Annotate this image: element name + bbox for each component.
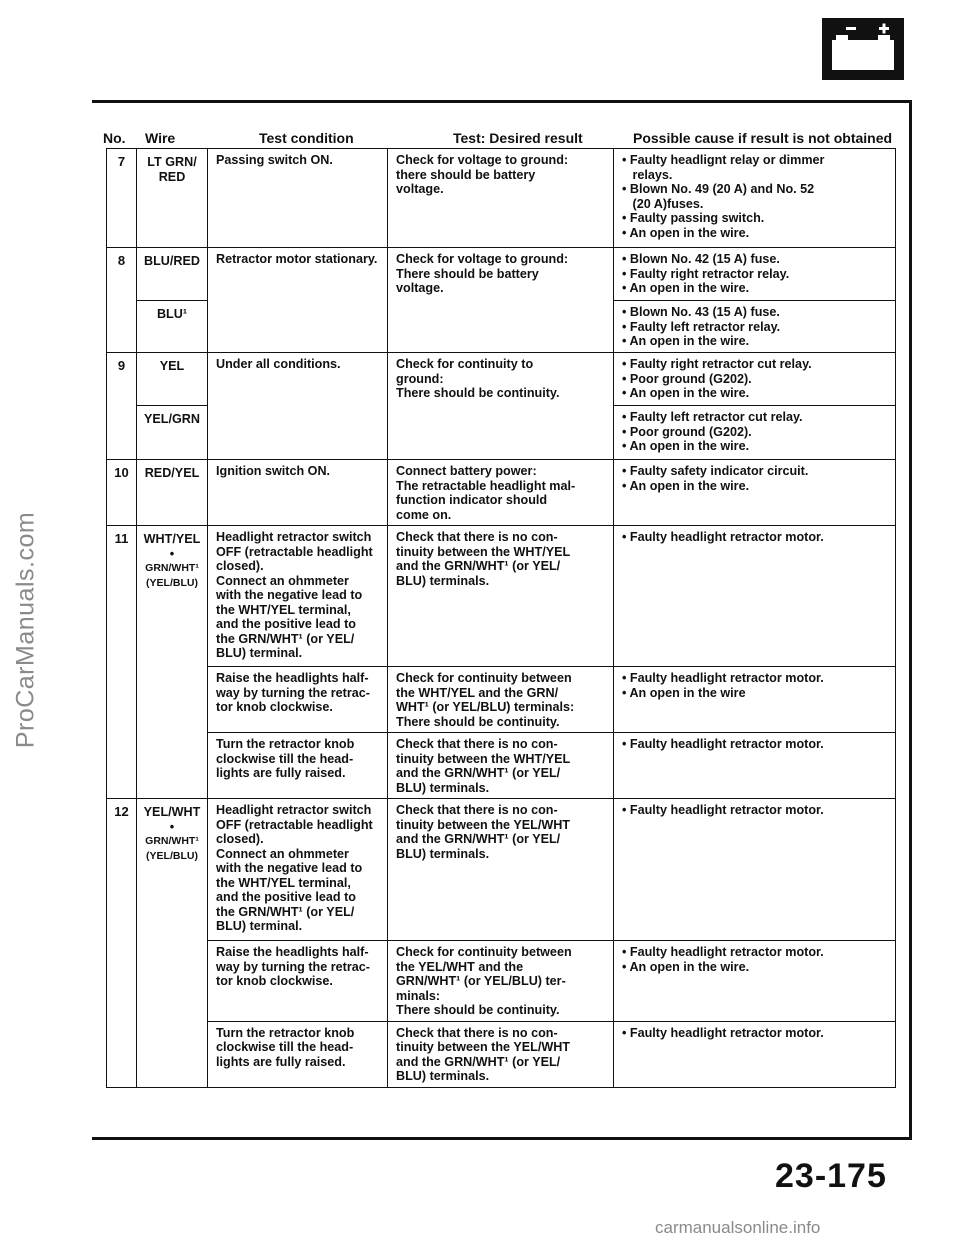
test-condition: [208, 1021, 388, 1087]
page-number: 23-175: [775, 1157, 887, 1195]
header-wire: Wire: [145, 130, 176, 146]
desired-result: [388, 149, 614, 248]
test-condition-text: Retractor motor stationary.: [216, 252, 378, 266]
test-condition-text: Raise the headlights half- way by turning the retrac- tor knob clockwise.: [216, 945, 370, 988]
wire-color: [137, 353, 208, 406]
header-no: No.: [103, 130, 126, 146]
table-row: [107, 526, 896, 667]
table-row: [107, 733, 896, 799]
frame-top-rule: [92, 100, 912, 103]
test-condition-text: Headlight retractor switch OFF (retractable headlight closed). Connect an ohmmeter with the negative lead to the WHT/YEL terminal, and the positive lead to the GRN/WHT¹ (or YEL/ BLU) terminal.: [216, 530, 373, 660]
header-test-condition: Test condition: [259, 130, 354, 146]
test-condition: [208, 941, 388, 1022]
watermark-side-text: ProCarManuals.com: [11, 511, 40, 749]
wire-separator: •: [169, 819, 175, 834]
row-number-text: 11: [114, 531, 129, 546]
watermark-bottom: carmanualsonline.info: [655, 1218, 821, 1237]
row-number: [107, 526, 137, 799]
test-table: [106, 148, 896, 1088]
desired-result: [388, 733, 614, 799]
wire-main: WHT/YEL: [143, 532, 201, 546]
row-number-text: 12: [114, 804, 129, 819]
table-row: [107, 460, 896, 526]
column-headers: [100, 130, 906, 150]
test-condition-text: Headlight retractor switch OFF (retractable headlight closed). Connect an ohmmeter with the negative lead to the WHT/YEL terminal, and the positive lead to the GRN/WHT¹ (or YEL/ BLU) terminal.: [216, 803, 373, 933]
wire-color-text: YEL/GRN: [144, 412, 200, 426]
possible-causes: [614, 406, 896, 460]
table-row: [107, 799, 896, 941]
desired-result: [388, 1021, 614, 1087]
desired-result: [388, 248, 614, 353]
watermark-side: [6, 420, 46, 840]
row-number: [107, 353, 137, 460]
row-number: [107, 799, 137, 1088]
wire-alternate: GRN/WHT¹ (YEL/BLU): [145, 835, 199, 862]
test-condition: [208, 799, 388, 941]
wire-color: [137, 301, 208, 353]
table-row: [107, 941, 896, 1022]
row-number: [107, 248, 137, 353]
test-condition-text: Turn the retractor knob clockwise till the head- lights are fully raised.: [216, 1025, 355, 1069]
possible-causes: [614, 301, 896, 353]
test-condition: [208, 733, 388, 799]
possible-causes-text: • Faulty headlight retractor motor.: [622, 803, 824, 817]
possible-causes-text: • Faulty left retractor cut relay. • Poor ground (G202). • An open in the wire.: [622, 410, 803, 453]
frame-right-rule: [909, 100, 912, 1140]
row-number-text: 7: [117, 154, 126, 169]
possible-causes: [614, 248, 896, 301]
possible-causes-text: • Faulty right retractor cut relay. • Poor ground (G202). • An open in the wire.: [622, 357, 812, 400]
desired-result: [388, 353, 614, 460]
desired-result-text: Check for voltage to ground: There should be battery voltage.: [396, 252, 569, 295]
desired-result-text: Check for continuity between the YEL/WHT and the GRN/WHT¹ (or YEL/BLU) ter- minals: There should be continuity.: [396, 945, 572, 1017]
possible-causes: [614, 667, 896, 733]
test-condition: [208, 353, 388, 460]
wire-color: [137, 406, 208, 460]
desired-result-text: Check for continuity to ground: There should be continuity.: [396, 357, 560, 400]
desired-result-text: Check that there is no con- tinuity between the YEL/WHT and the GRN/WHT¹ (or YEL/ BLU) terminals.: [396, 803, 570, 861]
frame-bottom-rule: [92, 1137, 912, 1140]
desired-result: [388, 667, 614, 733]
wire-alternate: GRN/WHT¹ (YEL/BLU): [145, 562, 199, 589]
possible-causes-text: • Blown No. 43 (15 A) fuse. • Faulty left retractor relay. • An open in the wire.: [622, 305, 781, 348]
test-condition-text: Passing switch ON.: [216, 153, 333, 167]
test-condition-text: Raise the headlights half- way by turning the retrac- tor knob clockwise.: [216, 671, 370, 714]
desired-result: [388, 799, 614, 941]
test-condition-text: Ignition switch ON.: [216, 464, 331, 478]
desired-result-text: Check for voltage to ground: there should be battery voltage.: [396, 153, 569, 196]
desired-result: [388, 460, 614, 526]
wire-color: [137, 149, 208, 248]
header-desired-result: Test: Desired result: [453, 130, 583, 146]
row-number-text: 8: [117, 253, 126, 268]
possible-causes: [614, 941, 896, 1022]
possible-causes: [614, 149, 896, 248]
possible-causes-text: • Faulty safety indicator circuit. • An open in the wire.: [622, 464, 809, 493]
row-number-text: 10: [114, 465, 129, 480]
possible-causes: [614, 353, 896, 406]
desired-result-text: Connect battery power: The retractable headlight mal- function indicator should come on.: [396, 464, 576, 522]
wire-color: [137, 526, 208, 799]
desired-result: [388, 526, 614, 667]
wire-color-text: LT GRN/ RED: [147, 155, 197, 184]
desired-result-text: Check that there is no con- tinuity between the WHT/YEL and the GRN/WHT¹ (or YEL/ BLU) terminals.: [396, 530, 571, 588]
desired-result-text: Check for continuity between the WHT/YEL and the GRN/ WHT¹ (or YEL/BLU) terminals: There should be continuity.: [396, 671, 575, 729]
possible-causes-text: • Faulty headlight retractor motor. • An open in the wire.: [622, 945, 824, 974]
possible-causes: [614, 526, 896, 667]
possible-causes: [614, 799, 896, 941]
table-row: [107, 248, 896, 301]
possible-causes-text: • Blown No. 42 (15 A) fuse. • Faulty right retractor relay. • An open in the wire.: [622, 252, 790, 295]
table-row: [107, 149, 896, 248]
possible-causes-text: • Faulty headlight retractor motor.: [622, 530, 824, 544]
possible-causes-text: • Faulty headlight retractor motor. • An open in the wire: [622, 671, 824, 700]
possible-causes-text: • Faulty headlignt relay or dimmer relays. • Blown No. 49 (20 A) and No. 52 (20 A)fuses. • Faulty passing switch. • An open in the wire.: [622, 153, 825, 240]
desired-result-text: Check that there is no con- tinuity between the WHT/YEL and the GRN/WHT¹ (or YEL/ BLU) terminals.: [396, 737, 571, 795]
test-condition: [208, 248, 388, 353]
row-number-text: 9: [117, 358, 126, 373]
table-row: [107, 353, 896, 406]
table-row: [107, 667, 896, 733]
wire-color-text: RED/YEL: [144, 466, 200, 480]
header-possible-cause: Possible cause if result is not obtained: [633, 130, 893, 146]
possible-causes-text: • Faulty headlight retractor motor.: [622, 737, 824, 751]
test-condition: [208, 667, 388, 733]
wire-color-text: BLU¹: [156, 307, 188, 321]
wire-color: [137, 248, 208, 301]
battery-icon: [822, 18, 904, 80]
wire-color: [137, 460, 208, 526]
test-condition: [208, 526, 388, 667]
possible-causes: [614, 733, 896, 799]
wire-color-text: YEL: [159, 359, 185, 373]
possible-causes: [614, 1021, 896, 1087]
wire-color: [137, 799, 208, 1088]
wire-color-text: BLU/RED: [144, 254, 200, 268]
wire-main: YEL/WHT: [143, 805, 201, 819]
row-number: [107, 149, 137, 248]
desired-result-text: Check that there is no con- tinuity between the YEL/WHT and the GRN/WHT¹ (or YEL/ BLU) terminals.: [396, 1025, 570, 1083]
test-condition: [208, 149, 388, 248]
possible-causes-text: • Faulty headlight retractor motor.: [622, 1025, 824, 1040]
test-condition-text: Turn the retractor knob clockwise till the head- lights are fully raised.: [216, 737, 355, 780]
test-condition-text: Under all conditions.: [216, 357, 341, 371]
row-number: [107, 460, 137, 526]
test-condition: [208, 460, 388, 526]
wire-separator: •: [169, 546, 175, 561]
possible-causes: [614, 460, 896, 526]
desired-result: [388, 941, 614, 1022]
table-row: [107, 1021, 896, 1087]
